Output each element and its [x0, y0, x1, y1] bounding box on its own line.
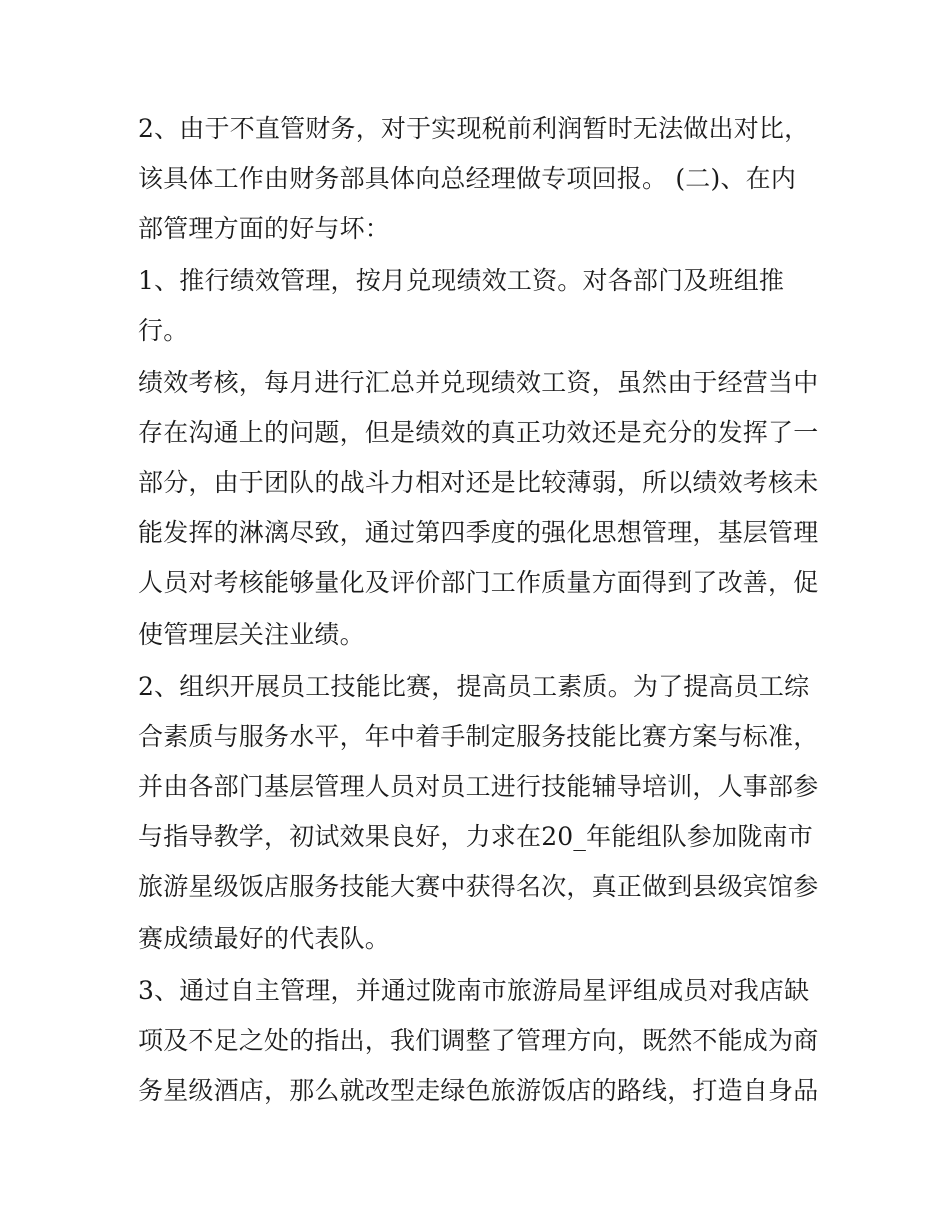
- text-line: 赛成绩最好的代表队。: [138, 924, 391, 953]
- text-line: 部分，由于团队的战斗力相对还是比较薄弱，所以绩效考核未: [138, 468, 819, 497]
- text-line: 绩效考核，每月进行汇总并兑现绩效工资，虽然由于经营当中: [138, 368, 819, 397]
- text-line: 2、由于不直管财务，对于实现税前利润暂时无法做出对比，: [138, 114, 810, 143]
- text-line: 务星级酒店，那么就改型走绿色旅游饭店的路线，打造自身品: [138, 1076, 819, 1105]
- text-line: 部管理方面的好与坏：: [138, 214, 391, 243]
- text-line: 能发挥的淋漓尽致，通过第四季度的强化思想管理，基层管理: [138, 518, 819, 547]
- text-line: 存在沟通上的问题，但是绩效的真正功效还是充分的发挥了一: [138, 418, 819, 447]
- text-line: 合素质与服务水平，年中着手制定服务技能比赛方案与标准，: [138, 722, 819, 751]
- text-line: 3、通过自主管理，并通过陇南市旅游局星评组成员对我店缺: [138, 976, 810, 1005]
- text-line: 使管理层关注业绩。: [138, 620, 365, 649]
- text-line: 旅游星级饭店服务技能大赛中获得名次，真正做到县级宾馆参: [138, 872, 819, 901]
- text-line: 与指导教学，初试效果良好，力求在20_年能组队参加陇南市: [138, 822, 813, 851]
- text-line: 并由各部门基层管理人员对员工进行技能辅导培训，人事部参: [138, 772, 819, 801]
- text-line: 该具体工作由财务部具体向总经理做专项回报。 (二)、在内: [138, 164, 797, 193]
- text-line: 行。: [138, 316, 189, 345]
- text-line: 2、组织开展员工技能比赛，提高员工素质。为了提高员工综: [138, 672, 810, 701]
- text-line: 人员对考核能够量化及评价部门工作质量方面得到了改善，促: [138, 568, 819, 597]
- text-line: 项及不足之处的指出，我们调整了管理方向，既然不能成为商: [138, 1026, 819, 1055]
- text-line: 1、推行绩效管理，按月兑现绩效工资。对各部门及班组推: [138, 266, 785, 295]
